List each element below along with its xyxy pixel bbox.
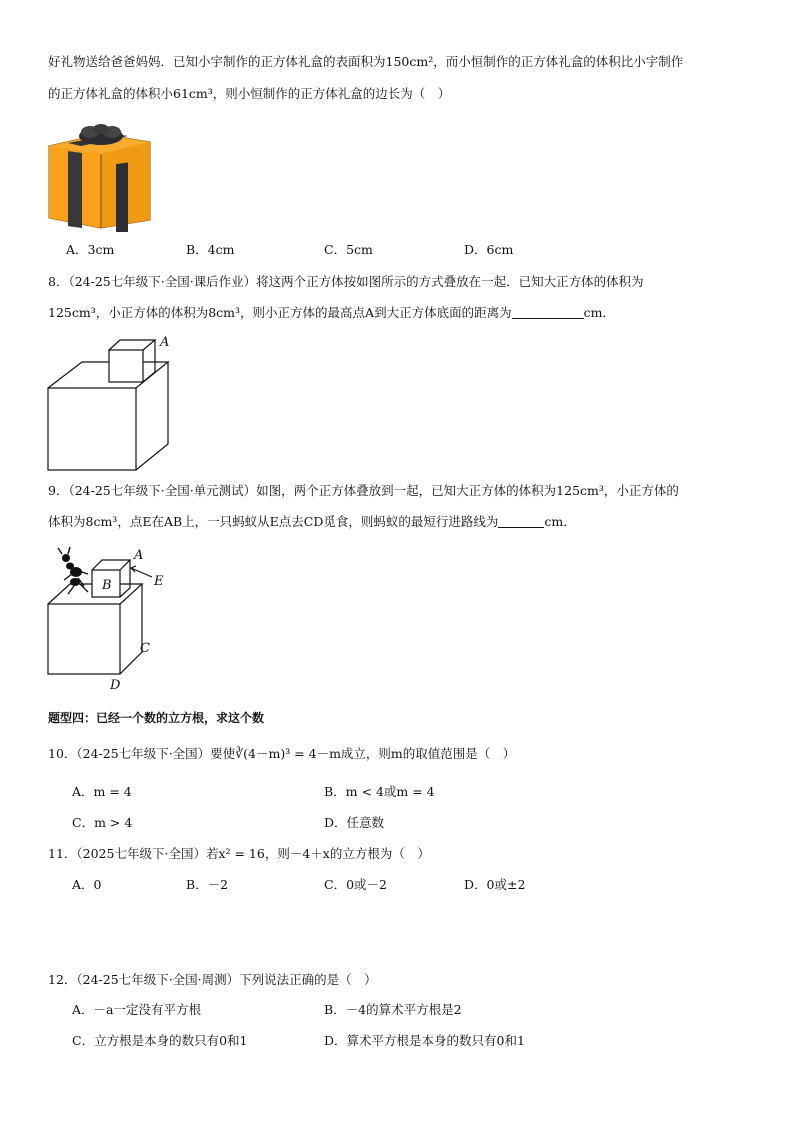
q10-stem: 10．（24-25七年级下·全国）要使∛(4－m)³ = 4－m成立，则m的取值范围是（ ） xyxy=(48,746,516,761)
q9-point-d-label: D xyxy=(110,678,121,692)
q12-stem: 12．（24-25七年级下·全国·周测）下列说法正确的是（ ） xyxy=(48,972,377,987)
q8-stem-line2 xyxy=(48,306,615,320)
q10-option-b: B．m < 4或m = 4 xyxy=(324,784,435,799)
q7-option-a: A．3cm xyxy=(66,242,115,257)
q11-stem: 11．（2025七年级下·全国）若x² = 16，则－4＋x的立方根为（ ） xyxy=(48,846,430,861)
q7-stem-line2: 的正方体礼盒的体积小61cm³，则小恒制作的正方体礼盒的边长为（ ） xyxy=(48,86,451,101)
q7-stem-line1: 好礼物送给爸爸妈妈．已知小宇制作的正方体礼盒的表面积为150cm²，而小恒制作的正方体礼盒的体积比小宇制作 xyxy=(48,54,684,69)
q11-option-c: C．0或－2 xyxy=(324,877,387,892)
q9-point-e-label: E xyxy=(154,574,164,589)
gift-box-figure xyxy=(46,124,154,232)
section-heading-4: 题型四：已经一个数的立方根，求这个数 xyxy=(48,711,265,725)
q11-option-d: D．0或±2 xyxy=(464,877,526,892)
q11-option-b: B．－2 xyxy=(186,877,229,892)
q12-option-a: A．－a一定没有平方根 xyxy=(72,1002,201,1017)
q9-stem-line1: 9．（24-25七年级下·全国·单元测试）如图，两个正方体叠放到一起，已知大正方体的体积为125cm³，小正方体的 xyxy=(48,483,679,498)
q7-option-c: C．5cm xyxy=(324,242,373,257)
q8-point-a-label: A xyxy=(160,335,170,350)
stacked-cubes-figure-q8 xyxy=(46,332,186,472)
q9-unit: cm． xyxy=(544,514,576,529)
q8-unit: cm． xyxy=(583,305,615,320)
q8-stem-line2-text: 125cm³，小正方体的体积为8cm³，则小正方体的最高点A到大正方体底面的距离为 xyxy=(48,305,512,320)
q7-option-d: D．6cm xyxy=(464,242,514,257)
q12-option-c: C．立方根是本身的数只有0和1 xyxy=(72,1033,248,1048)
q8-stem-line1: 8．（24-25七年级下·全国·课后作业）将这两个正方体按如图所示的方式叠放在一起．已知大正方体的体积为 xyxy=(48,274,644,289)
q9-answer-blank[interactable] xyxy=(498,515,544,528)
q9-point-c-label: C xyxy=(140,641,150,656)
q9-point-b-label: B xyxy=(102,578,112,593)
q9-stem-line2-text: 体积为8cm³，点E在AB上，一只蚂蚁从E点去CD觅食，则蚂蚁的最短行进路线为 xyxy=(48,514,499,529)
q10-option-a: A．m = 4 xyxy=(72,784,132,799)
q10-option-d: D．任意数 xyxy=(324,815,385,830)
q12-option-d: D．算术平方根是本身的数只有0和1 xyxy=(324,1033,525,1048)
q9-point-a-label: A xyxy=(134,548,144,563)
stacked-cubes-ant-figure-q9 xyxy=(44,544,184,692)
q11-option-a: A．0 xyxy=(72,877,102,892)
q8-answer-blank[interactable] xyxy=(512,306,584,319)
q12-option-b: B．－4的算术平方根是2 xyxy=(324,1002,462,1017)
q9-stem-line2 xyxy=(48,515,576,529)
ant-icon xyxy=(58,547,88,594)
q10-option-c: C．m > 4 xyxy=(72,815,133,830)
q7-option-b: B．4cm xyxy=(186,242,235,257)
